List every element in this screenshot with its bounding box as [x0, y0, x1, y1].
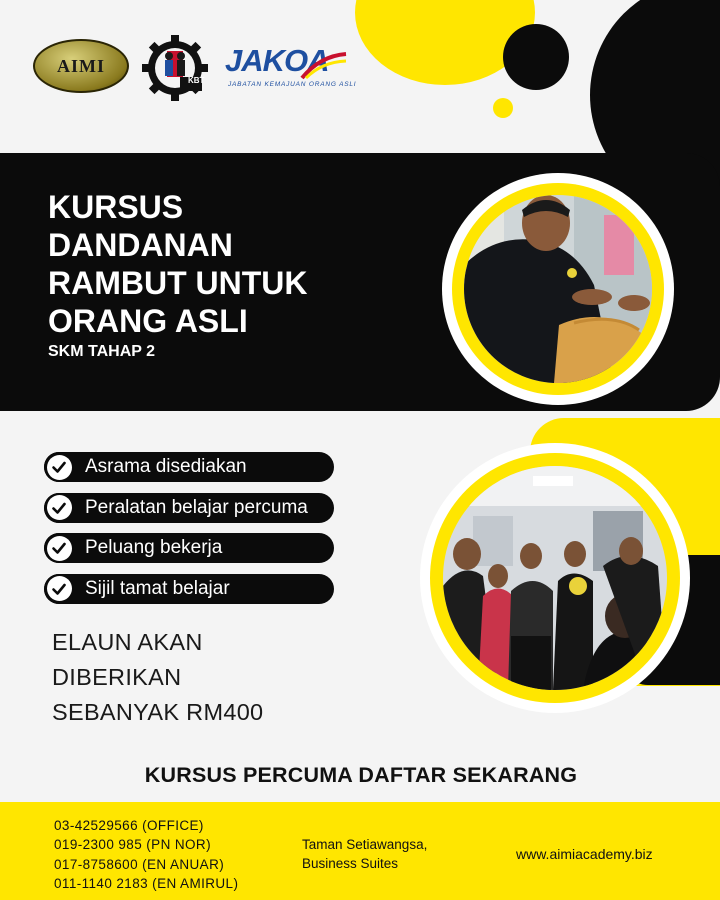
- address-line: Business Suites: [302, 856, 399, 871]
- phone-number[interactable]: 017-8758600 (EN ANUAR): [54, 856, 225, 872]
- allowance-line: DIBERIKAN: [52, 664, 182, 690]
- kbt-logo: [140, 33, 210, 103]
- benefit-label: Sijil tamat belajar: [85, 577, 230, 599]
- allowance-line: ELAUN AKAN: [52, 629, 203, 655]
- classroom-photo: [443, 466, 667, 690]
- benefit-label: Peralatan belajar percuma: [85, 496, 308, 518]
- check-circle-icon: [44, 574, 74, 604]
- course-title-line: DANDANAN: [48, 227, 233, 263]
- address-line: Taman Setiawangsa,: [302, 837, 428, 852]
- check-circle-icon: [44, 452, 74, 482]
- aimi-logo-text: AIMI: [57, 55, 105, 76]
- allowance-text: [52, 625, 372, 730]
- check-circle-icon: [44, 493, 74, 523]
- decor-yellow-dot: [493, 98, 513, 118]
- address: [302, 835, 427, 873]
- benefit-item: [44, 533, 334, 563]
- decor-black-dot: [503, 24, 569, 90]
- jakoa-tagline: JABATAN KEMAJUAN ORANG ASLI: [228, 81, 357, 88]
- jakoa-flag-stripes: [300, 52, 348, 80]
- course-title-line: KURSUS: [48, 189, 184, 225]
- benefit-item: [44, 574, 334, 604]
- allowance-line: SEBANYAK RM400: [52, 699, 264, 725]
- check-circle-icon: [44, 533, 74, 563]
- phone-number[interactable]: 019-2300 985 (PN NOR): [54, 837, 211, 853]
- benefit-item: [44, 493, 334, 523]
- course-level: SKM TAHAP 2: [48, 343, 155, 360]
- register-cta: KURSUS PERCUMA DAFTAR SEKARANG: [144, 763, 578, 787]
- jakoa-logo: JAKOA: [225, 43, 329, 78]
- course-title-line: RAMBUT UNTUK: [48, 265, 308, 301]
- benefit-label: Asrama disediakan: [85, 456, 247, 477]
- benefit-label: Peluang bekerja: [85, 537, 223, 558]
- phone-list: [54, 816, 238, 893]
- benefit-item: [44, 452, 334, 482]
- benefits-list: [44, 452, 334, 614]
- course-title-line: ORANG ASLI: [48, 303, 248, 339]
- aimi-logo: [33, 39, 129, 93]
- instructor-photo: [464, 195, 652, 383]
- phone-number[interactable]: 011-1140 2183 (EN AMIRUL): [54, 875, 239, 891]
- phone-number[interactable]: 03-42529566 (OFFICE): [54, 818, 204, 833]
- course-title: [48, 188, 348, 340]
- kbt-logo-text: KBT: [188, 76, 205, 85]
- website-link[interactable]: www.aimiacademy.biz: [516, 846, 653, 862]
